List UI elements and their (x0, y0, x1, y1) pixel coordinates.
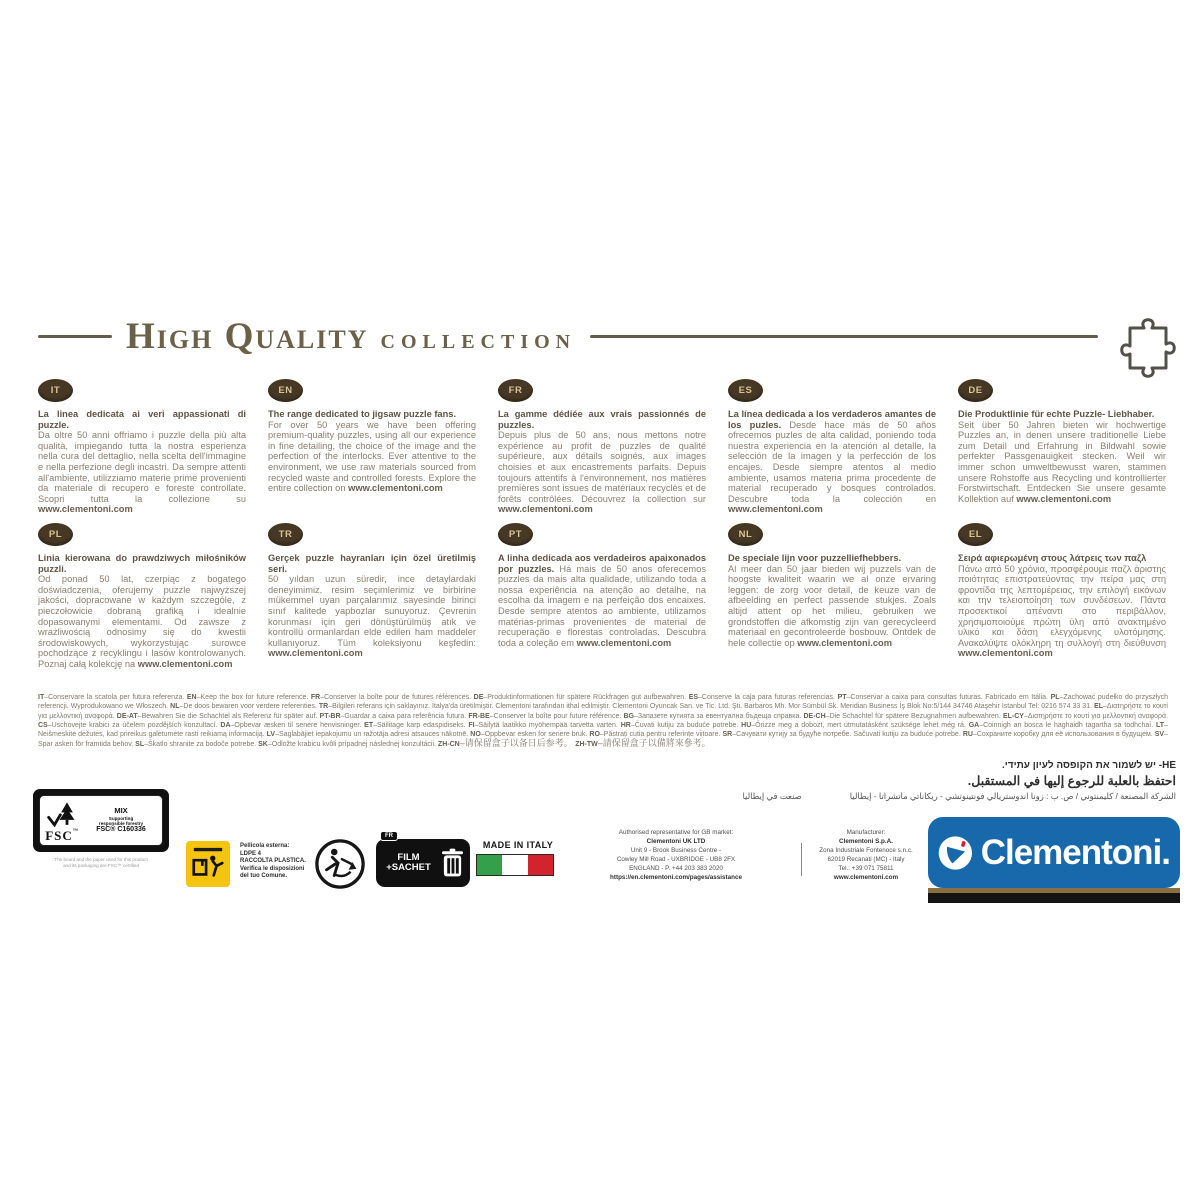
fine-print-text: –Neišmeskite dėžutės, kad prireikus galėtumėte rasti reikiamą informaciją. (38, 721, 1168, 739)
fine-print-language-code: LT (1156, 721, 1165, 729)
clementoni-ball-icon (938, 828, 973, 878)
language-block-pt (498, 523, 706, 670)
fsc-wordmark: FSC™ (45, 828, 79, 843)
fsc-certification-panel (33, 789, 169, 852)
fine-print-language-code: BG (623, 712, 634, 720)
website-link: www.clementoni.com (137, 658, 233, 669)
collection-title-main: High Quality (126, 315, 369, 357)
fine-print-language-code: DE (473, 694, 484, 701)
fine-print-text: –Guardar a caixa para referência futura. (340, 712, 469, 720)
language-heading: A linha dedicada aos verdadeiros apaixonados por puzzles. (498, 553, 706, 574)
fine-print-text: –De doos bewaren voor verdere referenties. (179, 703, 319, 711)
language-badge-pl: PL (38, 523, 73, 546)
fine-print-language-code: NL (170, 703, 180, 711)
language-paragraph: Die Produktlinie für echte Puzzle- Liebhaber. Seit über 50 Jahren bieten wir hochwertige Puzzles an, in denen unsere traditionelle Liebe zum Detail und Erfahrung in Bildwahl sowie perfekter Passgenauigkeit stecken. Weil wir immer schon umweltbewusst waren, stammen unsere Rohstoffe aus Recycling und kontrollierter Forstwirtschaft. Entdecken Sie unsere gesamte Kollektion auf www.clementoni.com (958, 409, 1166, 504)
language-block-it (38, 379, 246, 515)
fine-print-text: –请保留盒子以备日后参考。 (459, 738, 576, 749)
language-heading: The range dedicated to jigsaw puzzle fans. (268, 409, 457, 419)
fsc-caption-line: The board and the paper used for this product (54, 857, 148, 862)
fine-print-text: –Saglabājiet iepakojumu un ražotāja adresi atsauces nākotnē. (275, 731, 471, 739)
language-badge-es: ES (728, 379, 763, 402)
language-block-pl (38, 523, 246, 670)
website-link: www.clementoni.com (1016, 493, 1112, 504)
manufacturer-line: www.clementoni.com (833, 873, 899, 881)
collection-title-sub: collection (380, 323, 577, 355)
fine-print-language-code: FR (310, 694, 321, 701)
manufacturer-line: 62019 Recanati (MC) - Italy (827, 855, 905, 863)
plastic-label-line: Verifica le disposizioni (240, 865, 305, 872)
language-paragraph: De speciale lijn voor puzzelliefhebbers. Al meer dan 50 jaar bieden wij puzzels van de hoogste kwaliteit waarin we al onze ervaring leggen: de zorg voor detail, de keuze van de afbeelding en perfect passende stukjes. Zoals altijd attent op het milieu, gebruiken we grondstoffen die afkomstig zijn van gerecycleerd materiaal en gecontroleerde bosbouw. Ontdek de hele collectie op www.clementoni.com (728, 553, 936, 648)
fine-print-text: –Zachować pudełko do przyszłych referencji. Wyprodukowano we Włoszech. (38, 694, 1169, 711)
fine-print-text: –Produktinformationen für spätere Rückfragen gut aufbewahren. (483, 694, 689, 701)
film-sachet-sorting-badge (376, 833, 470, 887)
fine-print-text: –Die Schachtel für spätere Bezugnahmen aufbewahren. (825, 712, 1003, 720)
language-heading: La linea dedicata ai veri appassionati di puzzle. (38, 409, 246, 430)
fsc-license-code: FSC® C160336 (96, 826, 146, 834)
plastic-label-line: RACCOLTA PLASTICA. (240, 858, 306, 865)
language-heading: La gamme dédiée aux vrais passionnés de puzzles. (498, 409, 706, 430)
fine-print-text: –Conservare la scatola per futura referenza. (44, 694, 187, 701)
website-link: www.clementoni.com (576, 637, 672, 648)
fine-print-language-code: CS (38, 721, 48, 729)
fine-print-language-code: ZH-TW (575, 741, 598, 749)
language-badge-nl: NL (728, 523, 763, 546)
fine-print-language-code: GA (968, 721, 980, 729)
fine-print-language-code: DE-CH (803, 712, 826, 720)
italy-flag-icon (476, 854, 554, 876)
fine-print-text: –Opbevar æsken til senere henvisninger. (230, 721, 365, 729)
arabic-made-in-italy: صنعت في إيطاليا (742, 791, 802, 801)
fr-flag-tab: FR (380, 831, 398, 841)
fine-print-text: –Διατηρήστε το κουτί για μελλοντική αναφορά. (1023, 712, 1169, 720)
plastic-collection-glyph (189, 844, 227, 884)
fsc-details (84, 807, 158, 834)
fine-print-text: –Conserver la boîte pour de futures références. (320, 694, 474, 701)
fine-print-text: –Čuvati kutiju za buduće potrebe. (630, 721, 742, 729)
language-paragraph: Linia kierowana do prawdziwych miłośników puzzli. Od ponad 50 lat, czerpiąc z bogatego doświadczenia, oferujemy puzzle najwyższej jakości, dopracowane w każdym szczególe, z pieczołowicie dobraną grafiką i idealnie dopasowanymi elementami. Od zawsze z wrażliwością odnosimy się do kwestii środowiskowych, wykorzystując surowce pochodzące z recyklingu i lasów kontrolowanych. Poznaj całą kolekcję na www.clementoni.com (38, 553, 246, 669)
fine-print-text: –Spar asken för framtida behov. (38, 731, 1169, 749)
language-paragraph: Σειρά αφιερωμένη στους λάτρεις των παζλ Πάνω από 50 χρόνια, προσφέρουμε παζλ άριστης ποιότητας επιστρατεύοντας την πείρα μας στη φροντίδα της λεπτομέρειας, την επιλογή εικόνων και την τελειοποίηση των συνδέσεων. Πάντα προσεκτικοί απέναντι στο περιβάλλον, χρησιμοποιούμε πρώτη ύλη από ανακτημένο υλικό και δάση ελεγχόμενης υλοτόμησης. Ανακαλύψτε ολόκληρη τη συλλογή στη διεύθυνση www.clementoni.com (958, 553, 1166, 659)
uk-address-line: Authorised representative for GB market: (618, 829, 734, 836)
hebrew-keep-box-line: HE- יש לשמור את הקופסה לעיון עתידי. (1001, 760, 1176, 771)
fine-print-text: –Bewahren Sie die Schachtel als Referenz für später auf. (137, 712, 320, 720)
fine-print-text: –Säilitage karp edaspidiseks. (373, 721, 469, 729)
fine-print-text: –Διατηρήστε το κουτί για μελλοντική αναφορά. (38, 703, 1168, 720)
language-paragraph: La línea dedicada a los verdaderos amantes de los puzles. Desde hace más de 50 años ofrecemos puzles de alta calidad, poniendo toda nuestra experiencia en la atención al detalle, la selección de la imagen y la perfección de los encajes. Desde siempre atentos al medio ambiente, usamos materia prima procedente de material recuperado y bosques controlados. Descubre toda la colección en www.clementoni.com (728, 409, 936, 515)
fine-print-language-code: SK (258, 741, 268, 749)
fine-print-language-code: PT-BR (319, 712, 341, 720)
uk-address-line: ENGLAND - P. +44 203 383 2020 (629, 864, 723, 872)
fsc-caption-line: and its packaging are FSC™ certified (62, 863, 140, 868)
manufacturer-line: Manufacturer: (846, 829, 886, 836)
language-badge-el: EL (958, 523, 993, 546)
language-block-nl (728, 523, 936, 670)
fine-print-language-code: LV (266, 731, 276, 739)
fine-print-language-code: EL-CY (1002, 712, 1024, 720)
website-link: www.clementoni.com (728, 504, 823, 515)
fine-print-language-code: HU (741, 721, 752, 729)
language-badge-en: EN (268, 379, 303, 402)
fine-print-text: –Säilytä laatikko myöhempää tarvetta varten. (474, 721, 621, 729)
fine-print-language-code: ET (364, 721, 374, 729)
language-grid-row-2 (38, 523, 1166, 670)
fine-print-language-code: RU (962, 731, 973, 739)
fine-print-text: –Škatlo shranite za bodoče potrebe. (144, 741, 259, 749)
fine-print-language-code: EL (1094, 703, 1104, 711)
fine-print-text: –Conserve la caja para futuras referencias. (698, 694, 838, 701)
uk-address-line: Unit 9 - Brook Business Centre - (630, 846, 722, 854)
fine-print-language-code: ZH-CN (437, 741, 460, 749)
fsc-forestry-line1: Supporting (108, 815, 134, 821)
plastic-label-line: LDPE 4 (240, 850, 262, 857)
fine-print-text: –Coinnigh an bosca le haghaidh tagartha sa todhchaí. (979, 721, 1157, 729)
fine-print-language-code: RO (589, 731, 600, 739)
language-block-en (268, 379, 476, 515)
fine-print-text: –Oppbevar esken for senere bruk. (480, 731, 590, 739)
language-block-de (958, 379, 1166, 515)
plastic-collection-icon (186, 841, 230, 887)
clementoni-logo (928, 817, 1180, 888)
language-block-es (728, 379, 936, 515)
language-badge-tr: TR (268, 523, 303, 546)
arabic-manufacturer-line (742, 791, 1176, 801)
arabic-manufacturer-text: الشركة المصنعة / كليمنتوني / ص. ب : زونا اندوستريالي فونتينوتشي - ريكاناتي ماتشراتا - إيطاليا (849, 791, 1176, 801)
language-badge-pt: PT (498, 523, 533, 546)
fsc-forestry-line2: responsible forestry (98, 820, 144, 826)
language-heading: Die Produktlinie für echte Puzzle- Liebhaber. (958, 409, 1155, 419)
uk-address-line: Clementoni UK LTD (646, 837, 706, 845)
fsc-caption (26, 857, 176, 869)
fine-print-language-code: FR-BE (468, 712, 490, 720)
fine-print-text: –Odložte krabicu kvôli prípadnej následnej konzultácii. (267, 741, 438, 749)
fine-print-text: –Conserver la boîte pour future référence. (489, 712, 624, 720)
film-sachet-label: FILM +SACHET (386, 851, 431, 873)
language-badge-de: DE (958, 379, 993, 402)
fine-print-text: –Сохраните коробку для её использования в будущем. (972, 731, 1155, 739)
uk-representative-address (556, 829, 796, 882)
address-divider (801, 843, 802, 876)
manufacturer-address (805, 829, 927, 882)
clementoni-wordmark: Clementoni. (980, 832, 1170, 872)
language-paragraph: La linea dedicata ai veri appassionati di puzzle. Da oltre 50 anni offriamo i puzzle della più alta qualità, impiegando tutta la nostra esperienza nella cura del dettaglio, nella scelta dell'immagine e nella perfezione degli incastri. Da sempre attenti all'ambiente, utilizziamo materie prime provenienti da materiale di recupero e foreste controllate. Scopri tutta la collezione su www.clementoni.com (38, 409, 246, 515)
website-link: www.clementoni.com (348, 483, 443, 494)
manufacturer-line: Zona Industriale Fontenoce s.n.c. (819, 846, 913, 854)
fine-print-language-code: DE-AT (116, 712, 138, 720)
manufacturer-line: Clementoni S.p.A. (839, 837, 893, 845)
language-block-fr (498, 379, 706, 515)
fine-print-language-code: TR (318, 703, 329, 711)
language-block-el (958, 523, 1166, 670)
rtl-keep-box-lines (968, 760, 1176, 788)
language-badge-it: IT (38, 379, 73, 402)
fine-print-language-code: EN (186, 694, 197, 701)
made-in-italy-block (476, 840, 560, 876)
language-heading: La línea dedicada a los verdaderos amantes de los puzles. (728, 409, 936, 430)
language-block-tr (268, 523, 476, 670)
language-paragraph: The range dedicated to jigsaw puzzle fans. For over 50 years we have been offering premium-quality puzzles, using all our experience in fine detailing, the choice of the image and the perfection of the interlocks. Ever attentive to the environment, we use raw materials sourced from recycled waste and controlled forests. Explore the entire collection on www.clementoni.com (268, 409, 476, 494)
fine-print-text: –Запазете кутията за евентуална бъдеща справка. (633, 712, 804, 720)
website-link: www.clementoni.com (268, 648, 363, 659)
uk-address-line: https://en.clementoni.com/pages/assistance (610, 873, 742, 881)
fine-print-language-code: HR (620, 721, 631, 729)
fine-print-text: –Keep the box for future reference. (196, 694, 311, 701)
puzzle-piece-icon (1106, 310, 1186, 390)
language-grid-row-1 (38, 379, 1166, 515)
fine-print-language-code: PL (1050, 694, 1060, 701)
language-heading: De speciale lijn voor puzzelliefhebbers. (728, 553, 902, 563)
language-paragraph: La gamme dédiée aux vrais passionnés de puzzles. Depuis plus de 50 ans, nous mettons notre expérience au profit de puzzles de qualité supérieure, aux détails soignés, aux images choisies et aux encastrements parfaits. Depuis toujours attentifs à l'environnement, nos matières premières sont issues de matériaux recyclés et de forêts contrôlées. Découvrez la collection sur www.clementoni.com (498, 409, 706, 515)
plastic-label-line: Pellicola esterna: (240, 843, 290, 849)
language-badge-fr: FR (498, 379, 533, 402)
fine-print-language-code: IT (38, 694, 45, 701)
fine-print-text: –Bilgileri referans için saklayınız. İtalya'da üretilmiştir. Clementoni tarafından ithal edilmiştir. Clementoni Oyuncak San. ve Tic. Ltd. Şti. Barbaros Mh. Mor Sümbül Sk. Meridian Business İş Blok No:5/144 34746 Ataşehir İstanbul Tel: 0216 574 33 31. (328, 703, 1095, 711)
language-heading: Σειρά αφιερωμένη στους λάτρεις των παζλ (958, 553, 1147, 563)
fsc-label (39, 795, 163, 846)
fine-print-text: –Păstrați cutia pentru referințe viitoare. (599, 731, 723, 739)
black-accent-bar (928, 893, 1180, 903)
language-heading: Linia kierowana do prawdziwych miłośników puzzli. (38, 553, 246, 574)
website-link: www.clementoni.com (958, 648, 1053, 659)
fine-print-text: –Uschovejte krabici za účelem pozdějších konzultací. (47, 721, 221, 729)
title-divider-right (590, 335, 1098, 338)
fine-print-text: –Сачувати кутију за будуће потребе. Sačuvati kutiju za buduće potrebe. (732, 731, 963, 739)
fsc-logo (44, 799, 80, 842)
collection-title (126, 315, 576, 358)
plastic-label-line: del tuo Comune. (240, 873, 287, 880)
website-link: www.clementoni.com (498, 504, 593, 515)
collection-header (38, 308, 1098, 364)
made-in-italy-label: MADE IN ITALY (482, 840, 554, 850)
fine-print-language-code: SL (135, 741, 145, 749)
language-heading: Gerçek puzzle hayranları için özel üretilmiş seri. (268, 553, 476, 574)
title-divider-left (38, 335, 112, 338)
fine-print-language-code: DA (220, 721, 231, 729)
multilingual-fine-print (38, 693, 1168, 750)
uk-address-line: Cowley Mill Road - UXBRIDGE - UB8 2FX (616, 855, 736, 863)
fine-print-language-code: SV (1154, 731, 1165, 739)
fine-print-text: –Őrizze meg a dobozt, mert útmutatásként szüksége lehet még rá. (751, 721, 969, 729)
language-paragraph: A linha dedicada aos verdadeiros apaixonados por puzzles. Há mais de 50 anos oferecemos puzzles da mais alta qualidade, utilizando toda a nossa experiência na atenção ao detalhe, na escolha da imagem e na perfeição dos encaixes. Desde sempre atentos ao ambiente, utilizamos matérias-primas provenientes de material de recuperação e florestas controladas. Descubra toda a coleção em www.clementoni.com (498, 553, 706, 648)
website-link: www.clementoni.com (797, 637, 892, 648)
website-link: www.clementoni.com (38, 504, 133, 515)
fine-print-text: –Conservar a caixa para consultas futuras. Fabricado em Itália. (846, 694, 1051, 701)
language-paragraph: Gerçek puzzle hayranları için özel üretilmiş seri. 50 yıldan uzun süredir, ince detaylardaki deneyimimiz, resim seçimlerimiz ve birbirine mükemmel uyan parçalarımız sayesinde birinci sınıf kalitede yapbozlar sunuyoruz. Çevrenin korunması için geri dönüştürülmüş atık ve kontrollü ormanlardan elde edilen ham maddeler kullanıyoruz. Tüm koleksiyonu keşfedin: www.clementoni.com (268, 553, 476, 659)
fine-print-language-code: NO (470, 731, 481, 739)
waste-bin-icon (441, 848, 464, 878)
fine-print-language-code: PT (837, 694, 847, 701)
triman-icon (314, 838, 366, 890)
fine-print-text: –請保留盒子以備將來參考。 (597, 738, 711, 749)
fine-print-language-code: SR (722, 731, 733, 739)
fsc-tree-check-icon (44, 799, 80, 829)
fsc-mix-label: MIX (114, 805, 128, 815)
fine-print-language-code: FI (468, 721, 475, 729)
manufacturer-line: Tel.: +39 071 75811 (838, 864, 894, 872)
fine-print-language-code: ES (688, 694, 699, 701)
arabic-keep-box-line: احتفظ بالعلبة للرجوع إليها في المستقبل. (967, 774, 1176, 788)
